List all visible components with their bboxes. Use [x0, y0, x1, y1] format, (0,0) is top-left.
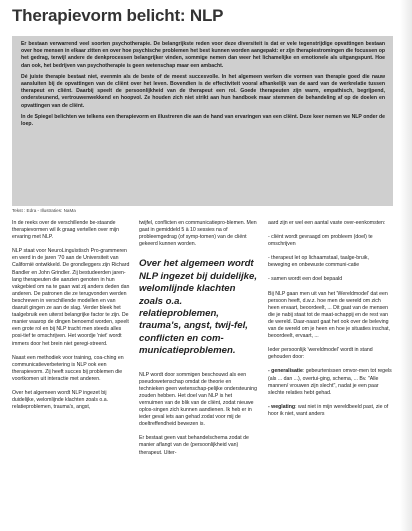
col2-paragraph-top: twijfel, conflicten en communicatiepro-blemen. Men gaat in gemiddeld 5 à 10 sessies na of probleemgedrag (of symp-tomen) van de cliënt gekeerd kunnen worden. [139, 220, 257, 248]
page-edge-shadow [400, 0, 412, 531]
col3-paragraph-1: aard zijn er wel een aantal vaste over-eenkomsten: [268, 220, 386, 226]
column-2 [139, 220, 257, 464]
col3-paragraph-3: Ieder persoonlijk 'wereldmodel' wordt in stand gehouden door: [268, 347, 373, 361]
col3-weglating [268, 404, 392, 418]
weglating-text: : wat niet in mijn wereldbeeld past, zie of hoor ik niet, want anders [268, 403, 389, 417]
column-1 [12, 220, 130, 418]
col1-paragraph-3: Naast een methodiek voor training, coa-ching en communicatieverbetering is NLP ook een therapievorm. Zij heeft succes bij problemen die voortkomen uit interactie met anderen. [12, 354, 124, 382]
col3-paragraph-2: Bij NLP gaan men uit van het 'Wereldmodel' dat een persoon heeft, d.w.z. hoe men de wereld om zich heen ervaart, beoordeelt, ... Dit gaat van de mensen die je nabij staat tot de maat-schappij en de rest van de wereld. Daar-naast gaat het ook over de beleving van de wereld om je heen en hoe je situaties inschat, beoordeelt, ervaart, ... [268, 290, 390, 340]
col3-bullet-3: - samen wordt een doel bepaald [268, 276, 343, 283]
col1-paragraph-1: In de reeks over de verschillende be-staande therapievormen wil ik graag vertellen over mijn ervaring met NLP. [12, 220, 119, 241]
article-credit: Tekst : Edra - Illustraties: NaMa [12, 208, 76, 213]
column-3 [268, 220, 392, 425]
generalisatie-term: - generalisatie [268, 368, 303, 375]
generalisatie-text: : gebeurtenissen omvor-men tot regels (als ... dan ...), overtui-ging, schema, ... Bv. "Alle mannen/ vrouwen zijn slecht", nadat je een paar slechte relaties hebt gehad. [268, 368, 392, 396]
intro-paragraph-2: Dé juiste therapie bestaat niet, evenmin als de beste of de meest succesvolle. In het algemeen werken die vormen van therapie goed die nauw aansluiten bij de opvattingen van de cliënt over het leven. Bovendien is de effectiviteit vooral afhankelijk van de aard van de werkrelatie tussen therapeut en cliënt. Daarbij speelt de persoonlijkheid van de therapeut een rol. Goede therapeuten zijn warm, empathisch, begrijpend, ondersteunend, vertrouwenwekkend en hoopvol. Ze houden zich niet strikt aan hun handboek maar stemmen de behandeling af op de doelen en opvattingen van de cliënt. [21, 73, 385, 109]
col3-generalisatie [268, 368, 392, 396]
col1-paragraph-4: Over het algemeen wordt NLP ingezet bij duidelijke, welomlijnde klachten zoals o.a. relatieproblemen, trauma's, angst, [12, 389, 109, 411]
weglating-term: - weglating [268, 403, 296, 410]
col3-bullet-2: - therapeut let op lichaamstaal, taalge-bruik, beweging en onbewuste communi-catie [268, 255, 369, 269]
col2-paragraph-1: NLP wordt door sommigen beschouwd als een pseudowetenschap omdat de theorie en technieken geen wetenschap-pelijke ondersteuning zouden hebben. Het doel van NLP is het vernuimen van de blik van de cliënt, zodat nieuwe oplos-singen zich kunnen aandienen. Ik heb er in ieder geval iets aan gehad zodat voor mij de doeltreffendheid bewezen is. [139, 371, 257, 428]
pull-quote: Over het algemeen wordt NLP ingezet bij duidelijke, welomlijnde klachten zoals o.a. relatieproblemen, trauma's, angst, twij-fel, conflicten en com-municatieproblemen. [139, 258, 257, 357]
intro-paragraph-3: In de Spiegel belichten we telkens een therapievorm en illustreren die aan de hand van ervaringen van een cliënt. Deze keer nemen we NLP onder de loep. [21, 113, 385, 128]
page-title: Therapievorm belicht: NLP [12, 6, 224, 25]
intro-box [12, 36, 393, 206]
col1-paragraph-2: NLP staat voor NeuroLinguïstisch Pro-grammeren en werd in de jaren '70 aan de Universiteit van Californië ontwikkeld. De grondleggers zijn Richard Bandler en John Grindler. Zij bestudeerden jaren-lang therapeuten die aanzien genoten in hun vakgebied om na te gaan wat zij anders deden dan anderen. De patronen die ze terugvonden werden beschreven in verschillende modellen en van daaruit gingen ze aan de slag. Verder bleek het taalgebruik een uiterst belangrijke factor te zijn. De manier waarop de dingen benoemd worden, speelt een grote rol en bij NLP tracht men steeds alles posi-tief te omschrijven. Het woordje 'niet' wordt immers door het brein niet geregi-streerd. [12, 248, 130, 347]
col2-paragraph-2: Er bestaat geen vast behandelschema zodat de manier aflangt van de (persoonlijkheid van) therapeut. Uiter- [139, 435, 249, 456]
intro-paragraph-1: Er bestaan verwarrend veel soorten psychotherapie. De belangrijkste reden voor deze diversiteit is dat er vele tegenstrijdige opvattingen bestaan over hoe mensen in elkaar zitten en over hoe psychische problemen het best kunnen worden aangepakt: er zijn therapiestromingen die focussen op het gedrag, terwijl andere de denkprocessen belangrijker vinden, sommige nemen dan weer het lichamelijke en emotionele als uitgangspunt. Hoe dan ook, het bedrijven van psychotherapie is geen wetenschap maar een ambacht. [21, 41, 385, 69]
col3-bullet-1: - cliënt wordt gevraagd om probleem (doel) te omschrijven [268, 234, 373, 248]
